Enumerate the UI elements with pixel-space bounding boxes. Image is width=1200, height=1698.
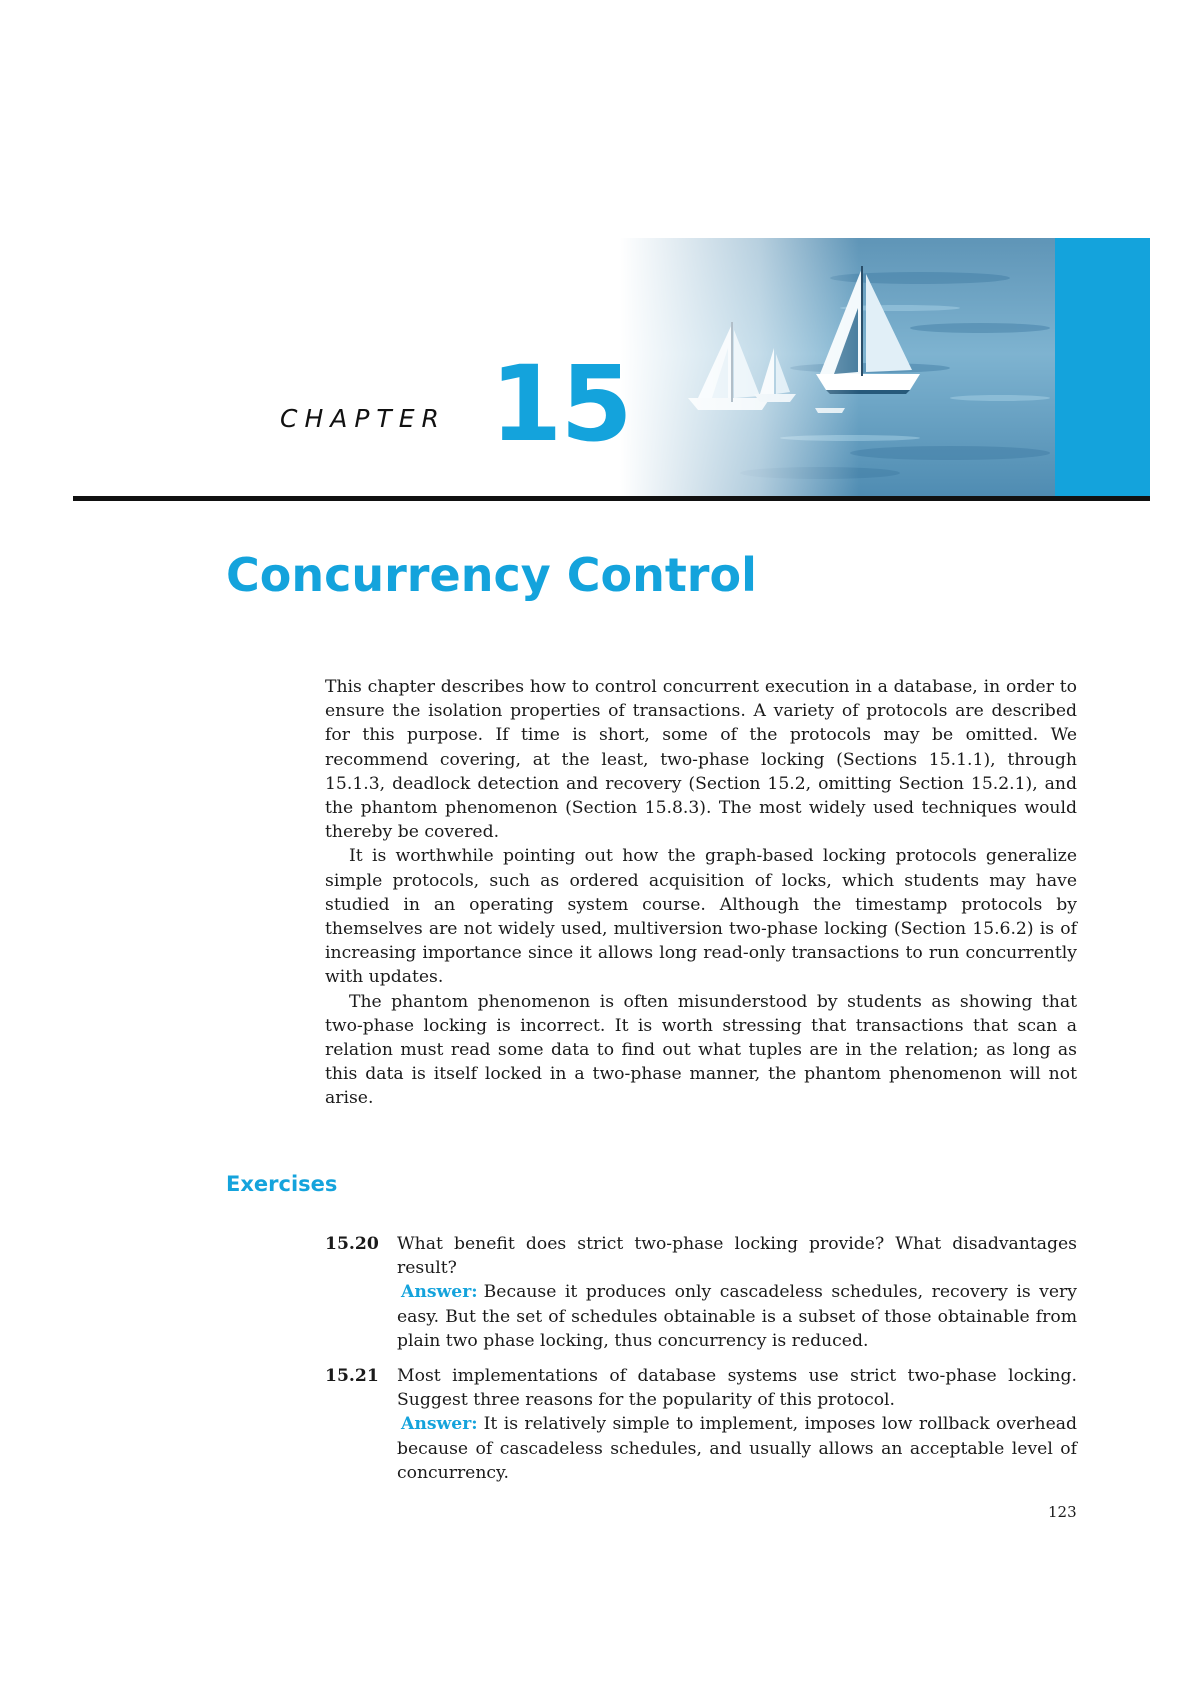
exercise-question: What benefit does strict two-phase locking provide? What disadvantages result? [397,1234,1077,1279]
exercise-item [325,1364,1077,1485]
chapter-number: 15 [490,343,631,465]
exercise-question: Most implementations of database systems use strict two-phase locking. Suggest three reasons for the popularity of this protocol. [397,1366,1077,1411]
chapter-title: Concurrency Control [226,548,757,602]
intro-text [325,675,1077,1111]
exercises-heading: Exercises [226,1172,338,1196]
chapter-accent-tab [1055,238,1150,498]
answer-label: Answer: [401,1282,478,1303]
answer-text: It is relatively simple to implement, imposes low rollback overhead because of cascadeless schedules, and usually allows an acceptable level of concurrency. [397,1414,1077,1483]
exercise-answer [397,1412,1077,1485]
exercise-item [325,1232,1077,1353]
exercise-number: 15.20 [325,1234,379,1254]
answer-label: Answer: [401,1414,478,1435]
exercise-answer [397,1280,1077,1353]
header-rule [73,496,1150,501]
exercise-number: 15.21 [325,1366,379,1386]
intro-paragraph: The phantom phenomenon is often misunderstood by students as showing that two-phase locking is incorrect. It is worth stressing that transactions that scan a relation must read some data to find out what tuples are in the relation; as long as this data is itself locked in a two-phase manner, the phantom phenomenon will not arise. [325,991,1077,1109]
intro-paragraph: It is worthwhile pointing out how the graph-based locking protocols generalize simple protocols, such as ordered acquisition of locks, which students may have studied in an operating system course. Although the timestamp protocols by themselves are not widely used, multiversion two-phase locking (Section 15.6.2) is of increasing importance since it allows long read-only transactions to run concurrently with updates. [325,846,1077,988]
sailboats-photo [620,238,1055,496]
intro-paragraph: This chapter describes how to control concurrent execution in a database, in order to ensure the isolation properties of transactions. A variety of protocols are described for this purpose. If time is short, some of the protocols may be omitted. We recommend covering, at the least, two-phase locking (Sections 15.1.1), through 15.1.3, deadlock detection and recovery (Section 15.2, omitting Section 15.2.1), and the phantom phenomenon (Section 15.8.3). The most widely used techniques would thereby be covered. [325,677,1077,843]
page-number: 123 [1048,1503,1077,1521]
answer-text: Because it produces only cascadeless schedules, recovery is very easy. But the set of schedules obtainable is a subset of those obtainable from plain two phase locking, thus concurrency is reduced. [397,1282,1077,1351]
chapter-label: CHAPTER [280,404,446,433]
